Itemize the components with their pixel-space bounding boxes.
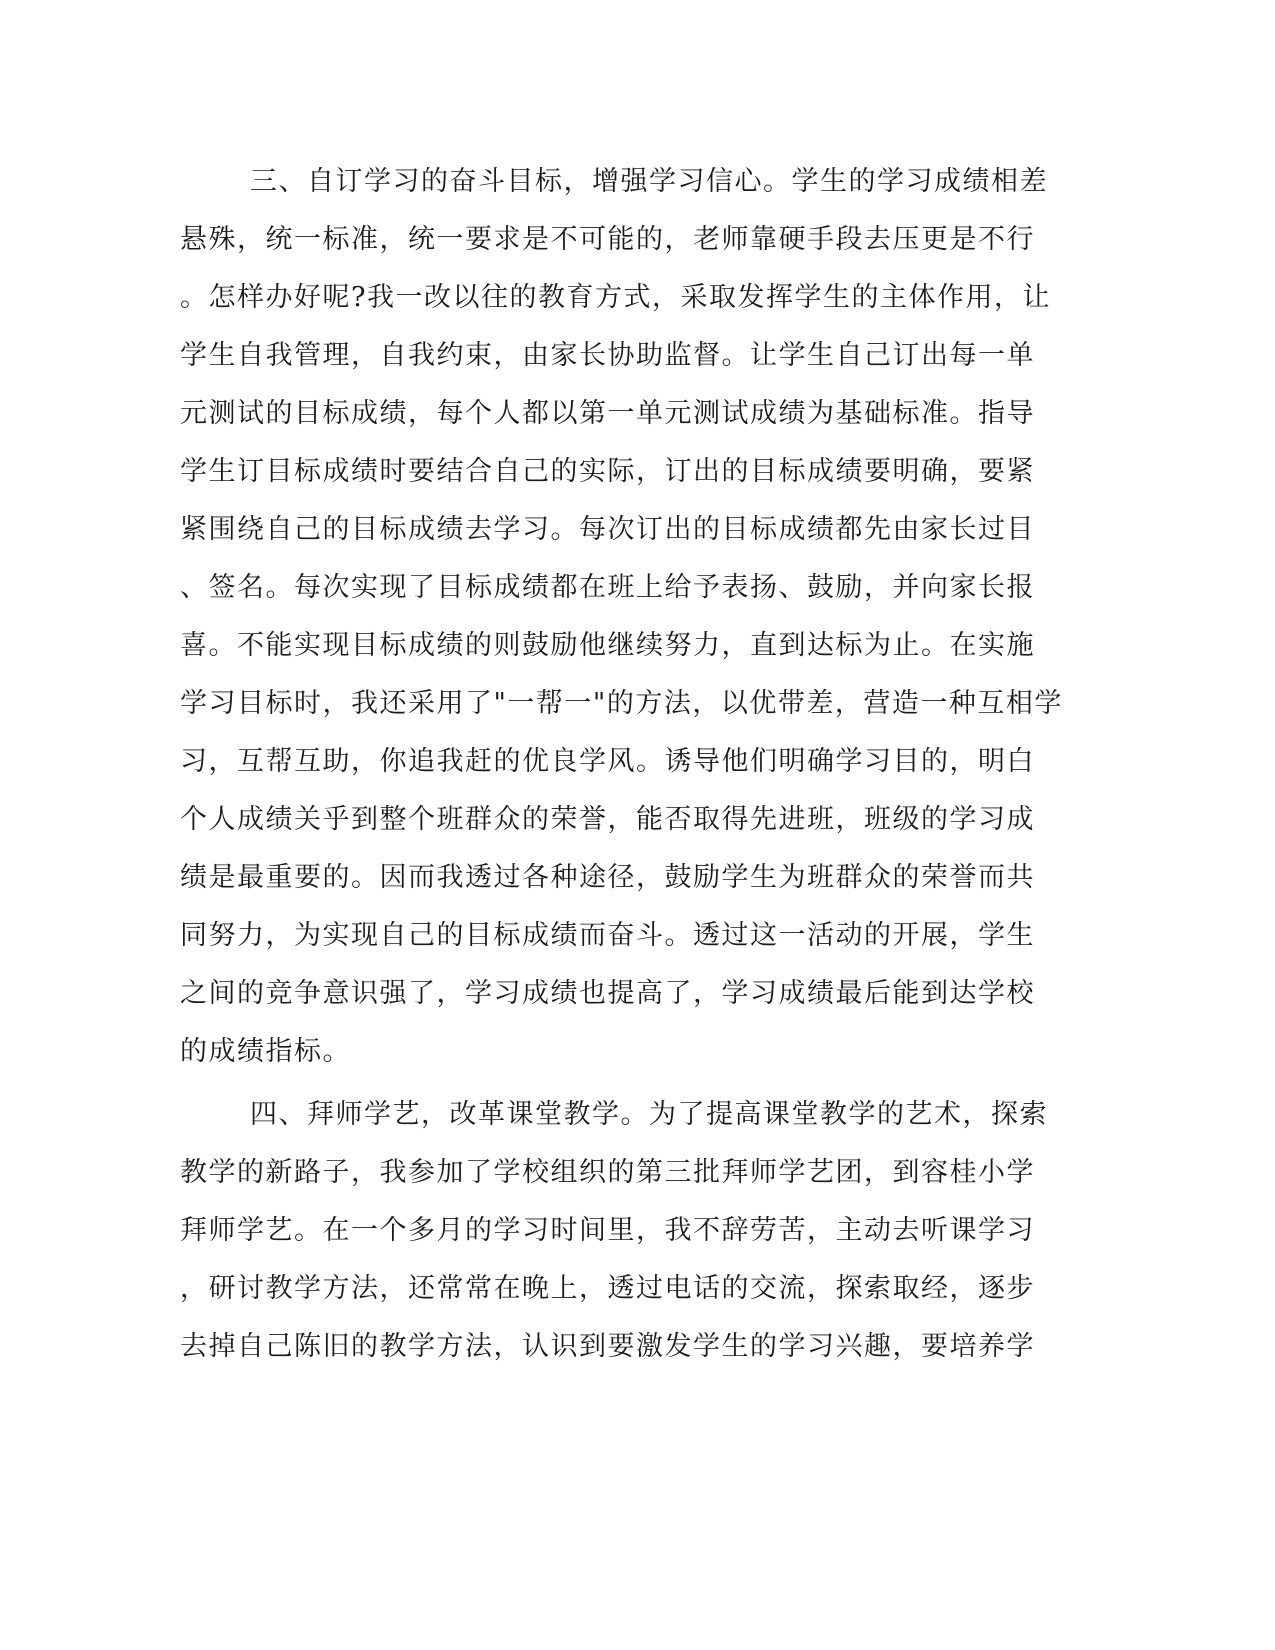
text-line: 学生自我管理，自我约束，由家长协助监督。让学生自己订出每一单 [180, 340, 1035, 371]
text-line: 学生订目标成绩时要结合自己的实际，订出的目标成绩要明确，要紧 [180, 456, 1035, 487]
text-line: 、签名。每次实现了目标成绩都在班上给予表扬、鼓励，并向家长报 [180, 572, 1035, 603]
text-line: 三、自订学习的奋斗目标，增强学习信心。学生的学习成绩相差 [250, 166, 1048, 197]
text-line: 拜师学艺。在一个多月的学习时间里，我不辞劳苦，主动去听课学习 [180, 1215, 1035, 1246]
text-line: 的成绩指标。 [180, 1036, 351, 1067]
text-line: 紧围绕自己的目标成绩去学习。每次订出的目标成绩都先由家长过目 [180, 514, 1035, 545]
text-line: 。怎样办好呢?我一改以往的教育方式，采取发挥学生的主体作用，让 [180, 282, 1051, 313]
text-line: 个人成绩关乎到整个班群众的荣誉，能否取得先进班，班级的学习成 [180, 804, 1035, 835]
text-line: 习，互帮互助，你追我赶的优良学风。诱导他们明确学习目的，明白 [180, 746, 1035, 777]
text-line: 喜。不能实现目标成绩的则鼓励他继续努力，直到达标为止。在实施 [180, 630, 1035, 661]
text-line: ，研讨教学方法，还常常在晚上，透过电话的交流，探索取经，逐步 [180, 1273, 1035, 1304]
text-line: 去掉自己陈旧的教学方法，认识到要激发学生的学习兴趣，要培养学 [180, 1331, 1035, 1362]
text-line: 绩是最重要的。因而我透过各种途径，鼓励学生为班群众的荣誉而共 [180, 862, 1035, 893]
text-line: 教学的新路子，我参加了学校组织的第三批拜师学艺团，到容桂小学 [180, 1157, 1035, 1188]
text-line: 学习目标时，我还采用了"一帮一"的方法，以优带差，营造一种互相学 [180, 688, 1063, 719]
text-line: 元测试的目标成绩，每个人都以第一单元测试成绩为基础标准。指导 [180, 398, 1035, 429]
text-line: 悬殊，统一标准，统一要求是不可能的，老师靠硬手段去压更是不行 [180, 224, 1035, 255]
text-line: 四、拜师学艺，改革课堂教学。为了提高课堂教学的艺术，探索 [250, 1099, 1048, 1130]
text-line: 之间的竞争意识强了，学习成绩也提高了，学习成绩最后能到达学校 [180, 978, 1035, 1009]
text-line: 同努力，为实现自己的目标成绩而奋斗。透过这一活动的开展，学生 [180, 920, 1035, 951]
